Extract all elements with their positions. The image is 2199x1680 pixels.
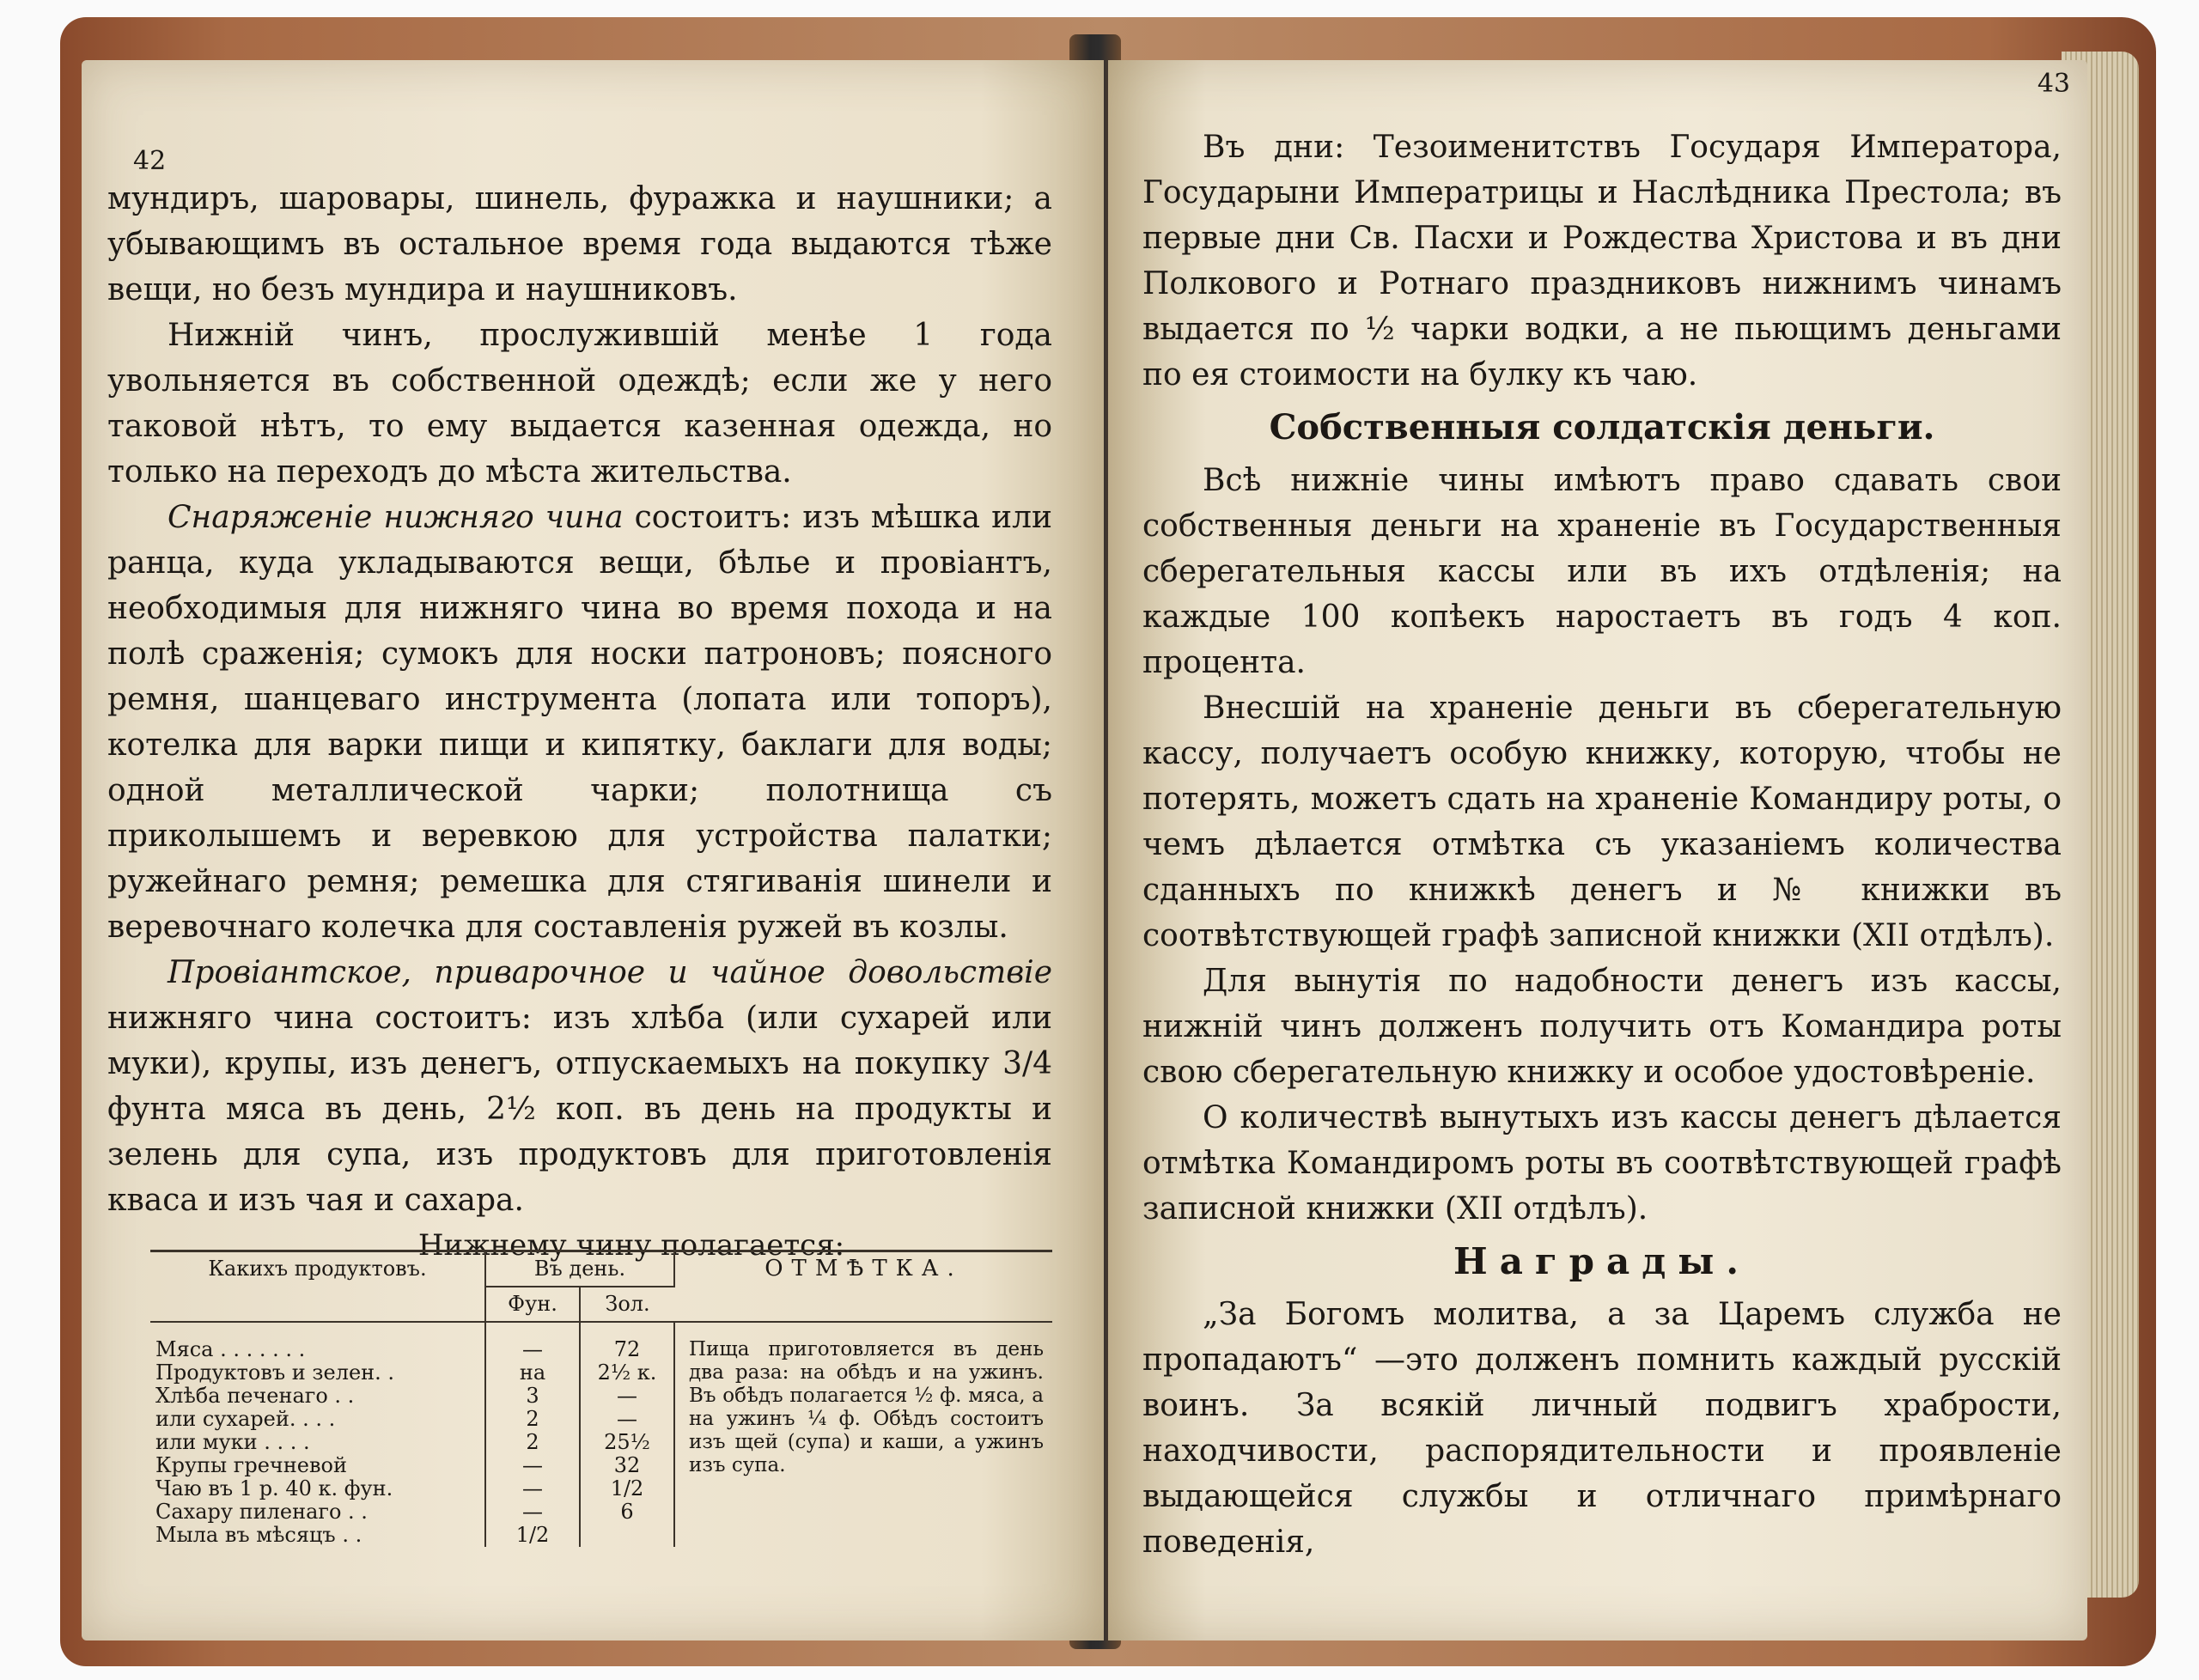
zol-cell: — (617, 1385, 637, 1408)
table-row: или сухарей. . . . (155, 1408, 336, 1431)
provisions-term: Провіантское, приварочное и чайное довольствіе (168, 955, 1052, 990)
right-page (1108, 60, 2087, 1640)
right-paragraph-1: Въ дни: Тезоименитствъ Государя Императора, Государыни Императрицы и Наслѣдника Престола; въ первые дни Св. Пасхи и Рождества Христова и въ дни Полкового и Ротнаго праздниковъ нижнимъ чинамъ выдается по ½ чарки водки, а не пьющимъ деньгами по ея стоимости на булку къ чаю. (1142, 130, 2062, 393)
right-paragraph-4: Для вынутія по надобности денегъ изъ кассы, нижній чинъ долженъ получить отъ Командира роты свою сберегательную книжку и особое удостовѣреніе. (1142, 964, 2062, 1090)
right-page-number: 43 (2037, 69, 2070, 99)
zol-cell: — (617, 1408, 637, 1431)
left-page-number: 42 (133, 146, 167, 176)
table-caption: Нижнему чину полагается: (417, 1228, 845, 1263)
fun-cell: 3 (526, 1385, 539, 1408)
table-row: Продуктовъ и зелен. . (155, 1361, 395, 1385)
fun-cell: на (519, 1361, 546, 1385)
provisions-text-c: коп. въ день на продукты и зелень для супа, изъ продуктовъ для приготовленія кваса и изъ чая и сахара. (107, 1092, 1052, 1218)
kopeck-amount: 2½ (486, 1092, 536, 1127)
fun-cell: 2 (526, 1408, 539, 1431)
left-paragraph-3 (107, 495, 1052, 950)
note-cell: Пища приготовляется въ день два раза: на обѣдъ и на ужинъ. Въ обѣдъ полагается ½ ф. мяса, а на ужинъ ¼ ф. Обѣдъ состоитъ изъ щей (супа) и каши, а ужинъ изъ супа. (689, 1338, 1044, 1476)
right-paragraph-2: Всѣ нижніе чины имѣютъ право сдавать свои собственныя деньги на храненіе въ Государственныя сберегательныя кассы или въ ихъ отдѣленія; на каждые 100 копѣекъ наростаетъ въ годъ 4 коп. процента. (1142, 463, 2062, 680)
zol-cell: 6 (620, 1500, 634, 1524)
header-note: ОТМѢТКА. (674, 1251, 1052, 1323)
left-paragraph-1: мундиръ, шаровары, шинель, фуражка и наушники; а убывающимъ въ остальное время года выдаются тѣже вещи, но безъ мундира и наушниковъ. (107, 181, 1052, 307)
table-row: Чаю въ 1 р. 40 к. фун. (155, 1477, 393, 1500)
equipment-term: Снаряженіе нижняго чина (168, 500, 624, 535)
right-paragraph-6: „За Богомъ молитва, а за Царемъ служба не пропадаютъ“ —это долженъ помнить каждый русскій воинъ. За всякій личный подвигъ храбрости, находчивости, распорядительности и проявленіе выдающейся службы и отличнаго примѣрнаго поведенія, (1142, 1297, 2062, 1560)
fun-cell: 2 (526, 1431, 539, 1454)
header-products: Какихъ продуктовъ. (150, 1251, 485, 1323)
zol-cell: 1/2 (610, 1477, 644, 1500)
left-page-text (107, 176, 1052, 1268)
header-zol: Зол. (580, 1287, 674, 1322)
header-per-day: Въ день. (485, 1251, 674, 1287)
table-row: Сахару пиленаго . . (155, 1500, 368, 1524)
left-page (82, 60, 1104, 1640)
fun-cell: — (522, 1477, 543, 1500)
zol-cell: 32 (613, 1454, 641, 1477)
ration-table (150, 1250, 1052, 1547)
table-row: Мыла въ мѣсяцъ . . (155, 1524, 362, 1547)
meat-fraction: 3/4 (1002, 1046, 1052, 1081)
fun-cell: — (522, 1454, 543, 1477)
section-heading-money: Собственныя солдатскія деньги. (1269, 407, 1935, 447)
left-paragraph-4 (107, 950, 1052, 1223)
fun-cell: — (522, 1500, 543, 1524)
right-paragraph-3: Внесшій на храненіе деньги въ сберегательную кассу, получаетъ особую книжку, которую, чтобы не потерять, можетъ сдать на храненіе Командиру роты, о чемъ дѣлается отмѣтка съ указаніемъ количества сданныхъ по книжкѣ денегъ и № книжки въ соотвѣтствующей графѣ записной книжки (XII отдѣлъ). (1142, 691, 2062, 953)
left-paragraph-2: Нижній чинъ, прослужившій менѣе 1 года увольняется въ собственной одеждѣ; если же у него таковой нѣтъ, то ему выдается казенная одежда, но только на переходъ до мѣста жительства. (107, 318, 1052, 490)
provisions-text-b: фунта мяса въ день, (107, 1092, 467, 1127)
fun-column (485, 1322, 580, 1547)
zol-cell: 2½ к. (597, 1361, 657, 1385)
table-row: или муки . . . . (155, 1431, 310, 1454)
products-column (150, 1322, 485, 1547)
zol-column (580, 1322, 674, 1547)
fun-cell: — (522, 1338, 543, 1361)
zol-cell (586, 1524, 668, 1547)
provisions-text-a: нижняго чина состоитъ: изъ хлѣба (или сухарей или муки), крупы, изъ денегъ, отпускаемыхъ на покупку (107, 1001, 1052, 1081)
zol-cell: 25½ (604, 1431, 650, 1454)
equipment-text: состоитъ: изъ мѣшка или ранца, куда укладываются вещи, бѣлье и провіантъ, необходимыя для нижняго чина во время похода и на полѣ сраженія; сумокъ для носки патроновъ; поясного ремня, шанцеваго инструмента (лопата или топоръ), котелка для варки пищи и кипятку, баклаги для воды; одной металлической чарки; полотнища съ приколышемъ и веревкою для устройства палатки; ружейнаго ремня; ремешка для стягиванія шинели и веревочнаго колечка для составленія ружей въ козлы. (107, 500, 1052, 945)
right-page-text (1142, 125, 2062, 1565)
fun-cell: 1/2 (515, 1524, 550, 1547)
table-row: Хлѣба печенаго . . (155, 1385, 355, 1408)
table-row: Крупы гречневой (155, 1454, 347, 1477)
section-heading-awards: Награды. (1453, 1240, 1751, 1282)
header-fun: Фун. (485, 1287, 580, 1322)
right-paragraph-5: О количествѣ вынутыхъ изъ кассы денегъ дѣлается отмѣтка Командиромъ роты въ соотвѣтствующей графѣ записной книжки (XII отдѣлъ). (1142, 1100, 2062, 1227)
zol-cell: 72 (613, 1338, 641, 1361)
table-row: Мяса . . . . . . . (155, 1338, 306, 1361)
